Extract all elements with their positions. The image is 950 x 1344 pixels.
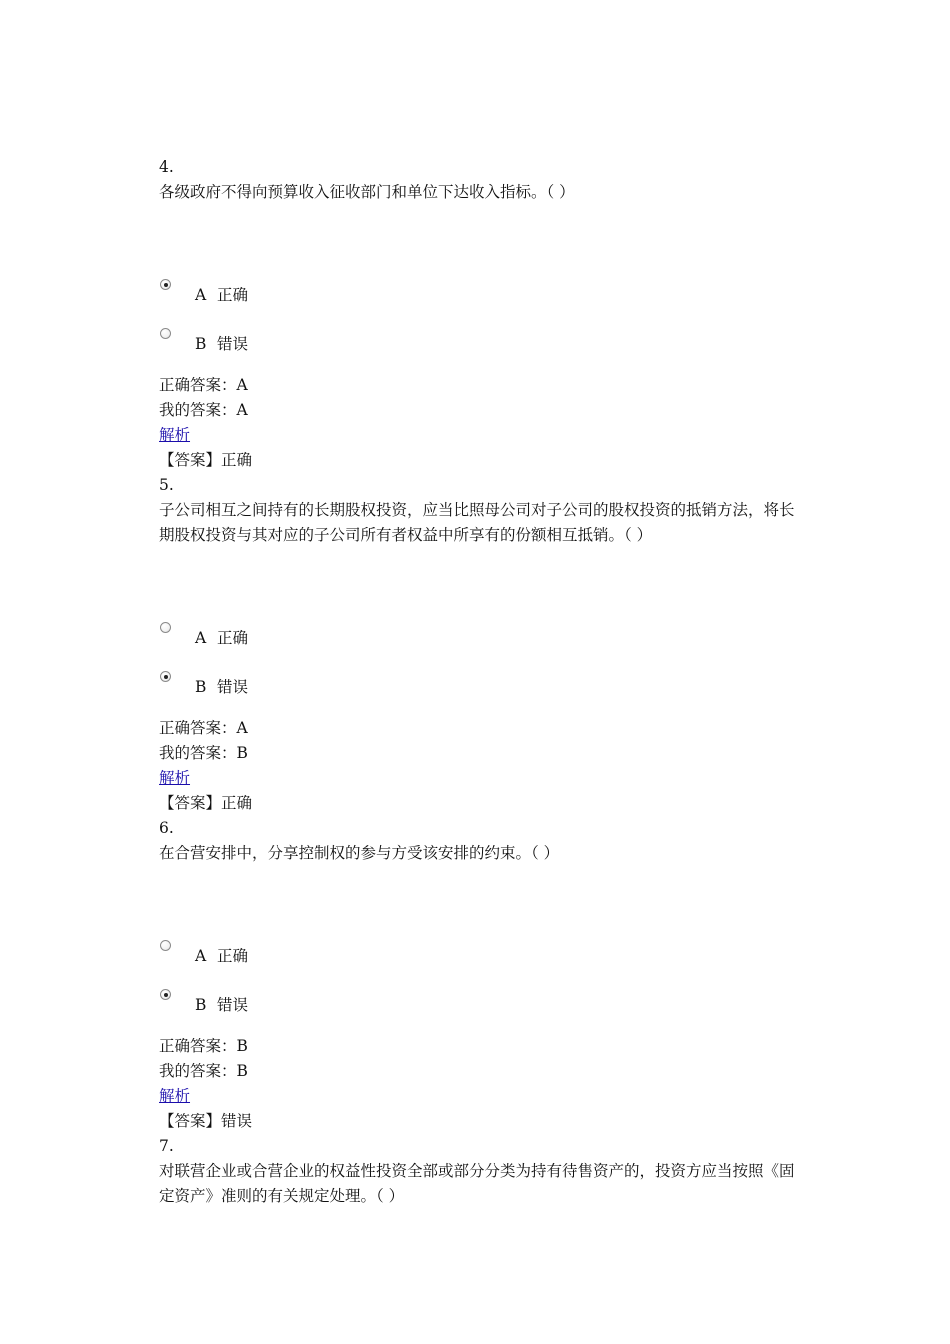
correct-answer: 正确答案：A [159, 719, 248, 737]
option-letter: A [195, 947, 207, 965]
option-letter: A [195, 286, 207, 304]
question-7 [159, 1134, 819, 1209]
analysis-link[interactable]: 解析 [159, 426, 191, 444]
question-5 [159, 473, 819, 816]
quiz-page [159, 155, 819, 1209]
option-a[interactable] [159, 275, 819, 324]
question-6 [159, 816, 819, 1134]
answer-explanation: 【答案】正确 [159, 794, 253, 812]
correct-answer: 正确答案：A [159, 376, 248, 394]
radio-button[interactable] [160, 328, 171, 339]
option-b[interactable] [159, 324, 819, 373]
option-a[interactable] [159, 618, 819, 667]
question-number: 5. [159, 476, 174, 494]
radio-button[interactable] [160, 940, 171, 951]
my-answer: 我的答案：A [159, 401, 248, 419]
answer-explanation: 【答案】正确 [159, 451, 253, 469]
my-answer: 我的答案：B [159, 1062, 248, 1080]
option-b[interactable] [159, 985, 819, 1034]
question-text: 各级政府不得向预算收入征收部门和单位下达收入指标。（ ） [159, 183, 575, 201]
radio-button-checked[interactable] [160, 279, 171, 290]
option-label: 错误 [217, 335, 249, 353]
option-letter: A [195, 629, 207, 647]
my-answer: 我的答案：B [159, 744, 248, 762]
question-text: 子公司相互之间持有的长期股权投资，应当比照母公司对子公司的股权投资的抵销方法，将长期股权投资与其对应的子公司所有者权益中所享有的份额相互抵销。（ ） [159, 501, 795, 544]
option-label: 正确 [217, 947, 249, 965]
radio-button[interactable] [160, 622, 171, 633]
radio-button-checked[interactable] [160, 671, 171, 682]
option-letter: B [195, 996, 207, 1014]
analysis-link[interactable]: 解析 [159, 769, 191, 787]
question-text: 对联营企业或合营企业的权益性投资全部或部分分类为持有待售资产的，投资方应当按照《固定资产》准则的有关规定处理。（ ） [159, 1162, 795, 1205]
question-number: 6. [159, 819, 174, 837]
question-number: 7. [159, 1137, 174, 1155]
answer-explanation: 【答案】错误 [159, 1112, 253, 1130]
option-a[interactable] [159, 936, 819, 985]
option-label: 错误 [217, 996, 249, 1014]
question-text: 在合营安排中，分享控制权的参与方受该安排的约束。（ ） [159, 844, 560, 862]
option-letter: B [195, 335, 207, 353]
option-b[interactable] [159, 667, 819, 716]
correct-answer: 正确答案：B [159, 1037, 248, 1055]
option-label: 正确 [217, 629, 249, 647]
question-4 [159, 155, 819, 473]
option-label: 正确 [217, 286, 249, 304]
analysis-link[interactable]: 解析 [159, 1087, 191, 1105]
question-number: 4. [159, 158, 174, 176]
option-letter: B [195, 678, 207, 696]
radio-button-checked[interactable] [160, 989, 171, 1000]
option-label: 错误 [217, 678, 249, 696]
